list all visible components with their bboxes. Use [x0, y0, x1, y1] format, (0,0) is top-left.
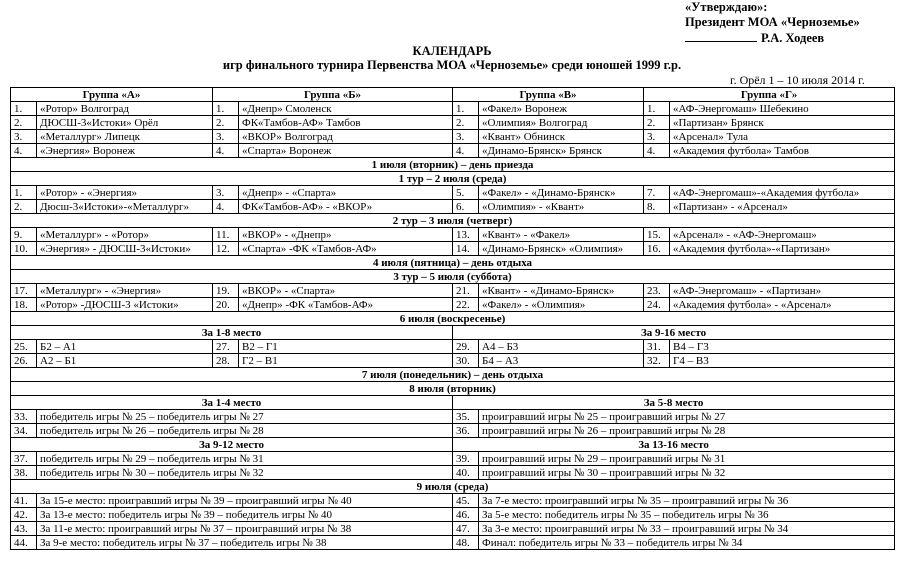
place-heading: За 13-16 место	[453, 438, 895, 452]
team-name: «Ротор» Волгоград	[37, 102, 213, 116]
match-number: 44.	[11, 536, 37, 550]
team-number: 4.	[453, 144, 479, 158]
match-number: 22.	[453, 298, 479, 312]
match-pair: Б2 – А1	[37, 340, 213, 354]
match-pair: «Факел» - «Олимпия»	[479, 298, 644, 312]
team-name: «АФ-Энергомаш» Шебекино	[670, 102, 895, 116]
tour-title-row	[11, 214, 895, 228]
match-pair: Дюсш-3«Истоки»-«Металлург»	[37, 200, 213, 214]
match-number: 14.	[453, 242, 479, 256]
team-name: «Спарта» Воронеж	[239, 144, 453, 158]
match-number: 11.	[213, 228, 239, 242]
team-name: «Металлург» Липецк	[37, 130, 213, 144]
document-subtitle: игр финального турнира Первенства МОА «Черноземье» среди юношей 1999 г.р.	[222, 58, 682, 72]
calendar-table	[10, 87, 895, 550]
match-number: 48.	[453, 536, 479, 550]
match-number: 12.	[213, 242, 239, 256]
team-number: 1.	[213, 102, 239, 116]
match-pair: «Академия футбола»-«Партизан»	[670, 242, 895, 256]
match-number: 47.	[453, 522, 479, 536]
match-number: 2.	[11, 200, 37, 214]
match-number: 17.	[11, 284, 37, 298]
match-pair: «Днепр» - «Спарта»	[239, 186, 453, 200]
team-name: ДЮСШ-3«Истоки» Орёл	[37, 116, 213, 130]
match-row	[11, 186, 895, 200]
team-number: 3.	[644, 130, 670, 144]
match-number: 38.	[11, 466, 37, 480]
match-pair: Г4 – В3	[670, 354, 895, 368]
group-row	[11, 102, 895, 116]
match-pair: победитель игры № 30 – победитель игры № 32	[37, 466, 453, 480]
match-number: 45.	[453, 494, 479, 508]
day-row	[11, 368, 895, 382]
match-pair: победитель игры № 26 – победитель игры № 28	[37, 424, 453, 438]
match-pair: победитель игры № 25 – победитель игры № 27	[37, 410, 453, 424]
match-pair: За 9-е место: победитель игры № 37 – победитель игры № 38	[37, 536, 453, 550]
team-number: 1.	[11, 102, 37, 116]
match-number: 5.	[453, 186, 479, 200]
match-pair: «Спарта» -ФК «Тамбов-АФ»	[239, 242, 453, 256]
match-row	[11, 424, 895, 438]
signature-line	[685, 30, 757, 42]
match-pair: «Днепр» -ФК «Тамбов-АФ»	[239, 298, 453, 312]
match-number: 6.	[453, 200, 479, 214]
match-number: 3.	[213, 186, 239, 200]
team-number: 1.	[453, 102, 479, 116]
match-pair: За 5-е место: победитель игры № 35 – победитель игры № 36	[479, 508, 895, 522]
match-number: 19.	[213, 284, 239, 298]
team-number: 2.	[213, 116, 239, 130]
match-number: 10.	[11, 242, 37, 256]
match-pair: «Динамо-Брянск» «Олимпия»	[479, 242, 644, 256]
place-heading: За 9-16 место	[453, 326, 895, 340]
match-row	[11, 242, 895, 256]
team-name: «Партизан» Брянск	[670, 116, 895, 130]
match-pair: За 7-е место: проигравший игры № 35 – проигравший игры № 36	[479, 494, 895, 508]
match-number: 1.	[11, 186, 37, 200]
match-number: 40.	[453, 466, 479, 480]
match-number: 31.	[644, 340, 670, 354]
match-number: 15.	[644, 228, 670, 242]
match-number: 23.	[644, 284, 670, 298]
match-pair: проигравший игры № 30 – проигравший игры № 32	[479, 466, 895, 480]
match-number: 21.	[453, 284, 479, 298]
match-pair: Б4 – А3	[479, 354, 644, 368]
team-number: 3.	[11, 130, 37, 144]
match-pair: ФК«Тамбов-АФ» - «ВКОР»	[239, 200, 453, 214]
match-pair: «АФ-Энергомаш»-«Академия футбола»	[670, 186, 895, 200]
match-row	[11, 536, 895, 550]
day-title: 1 июля (вторник) – день приезда	[11, 158, 895, 172]
match-number: 20.	[213, 298, 239, 312]
team-number: 2.	[453, 116, 479, 130]
document-title: КАЛЕНДАРЬ	[412, 44, 492, 58]
match-number: 43.	[11, 522, 37, 536]
match-pair: «Ротор» -ДЮСШ-3 «Истоки»	[37, 298, 213, 312]
match-number: 8.	[644, 200, 670, 214]
match-number: 18.	[11, 298, 37, 312]
match-pair: «Академия футбола» - «Арсенал»	[670, 298, 895, 312]
approval-position: Президент МОА «Черноземье»	[685, 15, 860, 29]
match-number: 7.	[644, 186, 670, 200]
match-pair: За 15-е место: проигравший игры № 39 – проигравший игры № 40	[37, 494, 453, 508]
team-name: ФК«Тамбов-АФ» Тамбов	[239, 116, 453, 130]
match-row	[11, 508, 895, 522]
match-number: 39.	[453, 452, 479, 466]
match-number: 33.	[11, 410, 37, 424]
match-row	[11, 298, 895, 312]
match-row	[11, 452, 895, 466]
place-head-row	[11, 396, 895, 410]
day-row	[11, 256, 895, 270]
match-pair: «ВКОР» - «Днепр»	[239, 228, 453, 242]
match-number: 34.	[11, 424, 37, 438]
match-row	[11, 228, 895, 242]
team-name: «Академия футбола» Тамбов	[670, 144, 895, 158]
group-header: Группа «В»	[453, 88, 644, 102]
match-pair: В4 – Г3	[670, 340, 895, 354]
team-name: «ВКОР» Волгоград	[239, 130, 453, 144]
match-row	[11, 466, 895, 480]
match-pair: «Квант» - «Динамо-Брянск»	[479, 284, 644, 298]
team-name: «Олимпия» Волгоград	[479, 116, 644, 130]
day-title: 7 июля (понедельник) – день отдыха	[11, 368, 895, 382]
match-number: 27.	[213, 340, 239, 354]
approval-name: Р.А. Ходеев	[761, 31, 825, 45]
group-header: Группа «Б»	[213, 88, 453, 102]
match-row	[11, 494, 895, 508]
match-pair: проигравший игры № 25 – проигравший игры № 27	[479, 410, 895, 424]
match-number: 9.	[11, 228, 37, 242]
match-number: 28.	[213, 354, 239, 368]
match-pair: «Олимпия» - «Квант»	[479, 200, 644, 214]
match-row	[11, 340, 895, 354]
place-heading: За 5-8 место	[453, 396, 895, 410]
tour-title: 1 тур – 2 июля (среда)	[11, 172, 895, 186]
team-number: 4.	[213, 144, 239, 158]
day-title: 6 июля (воскресенье)	[11, 312, 895, 326]
day-row	[11, 312, 895, 326]
match-pair: А4 – Б3	[479, 340, 644, 354]
place-heading: За 1-8 место	[11, 326, 453, 340]
match-number: 30.	[453, 354, 479, 368]
match-pair: проигравший игры № 26 – проигравший игры № 28	[479, 424, 895, 438]
match-pair: За 3-е место: проигравший игры № 33 – проигравший игры № 34	[479, 522, 895, 536]
day-title: 8 июля (вторник)	[11, 382, 895, 396]
match-number: 46.	[453, 508, 479, 522]
match-row	[11, 284, 895, 298]
place-heading: За 9-12 место	[11, 438, 453, 452]
day-title: 4 июля (пятница) – день отдыха	[11, 256, 895, 270]
team-number: 3.	[453, 130, 479, 144]
day-row	[11, 480, 895, 494]
team-name: «Днепр» Смоленск	[239, 102, 453, 116]
match-pair: победитель игры № 29 – победитель игры № 31	[37, 452, 453, 466]
match-pair: Г2 – В1	[239, 354, 453, 368]
match-number: 26.	[11, 354, 37, 368]
match-pair: «Энергия» - ДЮСШ-3«Истоки»	[37, 242, 213, 256]
match-number: 25.	[11, 340, 37, 354]
approval-block	[685, 0, 860, 46]
match-pair: «Ротор» - «Энергия»	[37, 186, 213, 200]
match-pair: А2 – Б1	[37, 354, 213, 368]
match-number: 4.	[213, 200, 239, 214]
match-pair: Финал: победитель игры № 33 – победитель игры № 34	[479, 536, 895, 550]
place-head-row	[11, 438, 895, 452]
match-number: 36.	[453, 424, 479, 438]
match-number: 24.	[644, 298, 670, 312]
match-pair: «ВКОР» - «Спарта»	[239, 284, 453, 298]
team-number: 1.	[644, 102, 670, 116]
team-number: 2.	[644, 116, 670, 130]
day-row	[11, 158, 895, 172]
group-row	[11, 116, 895, 130]
tour-title: 3 тур – 5 июля (суббота)	[11, 270, 895, 284]
match-row	[11, 410, 895, 424]
tour-title-row	[11, 270, 895, 284]
team-name: «Квант» Обнинск	[479, 130, 644, 144]
group-row	[11, 130, 895, 144]
team-name: «Арсенал» Тула	[670, 130, 895, 144]
match-pair: «АФ-Энергомаш» - «Партизан»	[670, 284, 895, 298]
day-row	[11, 382, 895, 396]
tour-title: 2 тур – 3 июля (четверг)	[11, 214, 895, 228]
team-name: «Динамо-Брянск» Брянск	[479, 144, 644, 158]
match-pair: «Арсенал» - «АФ-Энергомаш»	[670, 228, 895, 242]
team-name: «Энергия» Воронеж	[37, 144, 213, 158]
team-name: «Факел» Воронеж	[479, 102, 644, 116]
match-pair: «Факел» - «Динамо-Брянск»	[479, 186, 644, 200]
match-number: 32.	[644, 354, 670, 368]
match-pair: «Металлург» - «Ротор»	[37, 228, 213, 242]
match-number: 42.	[11, 508, 37, 522]
match-number: 41.	[11, 494, 37, 508]
calendar-body	[11, 88, 895, 550]
match-pair: В2 – Г1	[239, 340, 453, 354]
match-row	[11, 522, 895, 536]
team-number: 4.	[11, 144, 37, 158]
match-number: 35.	[453, 410, 479, 424]
match-pair: «Металлург» - «Энергия»	[37, 284, 213, 298]
match-row	[11, 200, 895, 214]
match-number: 29.	[453, 340, 479, 354]
match-pair: За 13-е место: победитель игры № 39 – победитель игры № 40	[37, 508, 453, 522]
approval-title: «Утверждаю»:	[685, 0, 768, 14]
group-header-row	[11, 88, 895, 102]
match-number: 37.	[11, 452, 37, 466]
match-number: 13.	[453, 228, 479, 242]
group-header: Группа «А»	[11, 88, 213, 102]
match-pair: За 11-е место: проигравший игры № 37 – проигравший игры № 38	[37, 522, 453, 536]
group-header: Группа «Г»	[644, 88, 895, 102]
place-heading: За 1-4 место	[11, 396, 453, 410]
match-pair: «Квант» - «Факел»	[479, 228, 644, 242]
team-number: 4.	[644, 144, 670, 158]
match-number: 16.	[644, 242, 670, 256]
match-pair: проигравший игры № 29 – проигравший игры № 31	[479, 452, 895, 466]
team-number: 3.	[213, 130, 239, 144]
day-title: 9 июля (среда)	[11, 480, 895, 494]
group-row	[11, 144, 895, 158]
place-head-row	[11, 326, 895, 340]
match-pair: «Партизан» - «Арсенал»	[670, 200, 895, 214]
tour-title-row	[11, 172, 895, 186]
match-row	[11, 354, 895, 368]
team-number: 2.	[11, 116, 37, 130]
place-date: г. Орёл 1 – 10 июля 2014 г.	[730, 73, 865, 87]
